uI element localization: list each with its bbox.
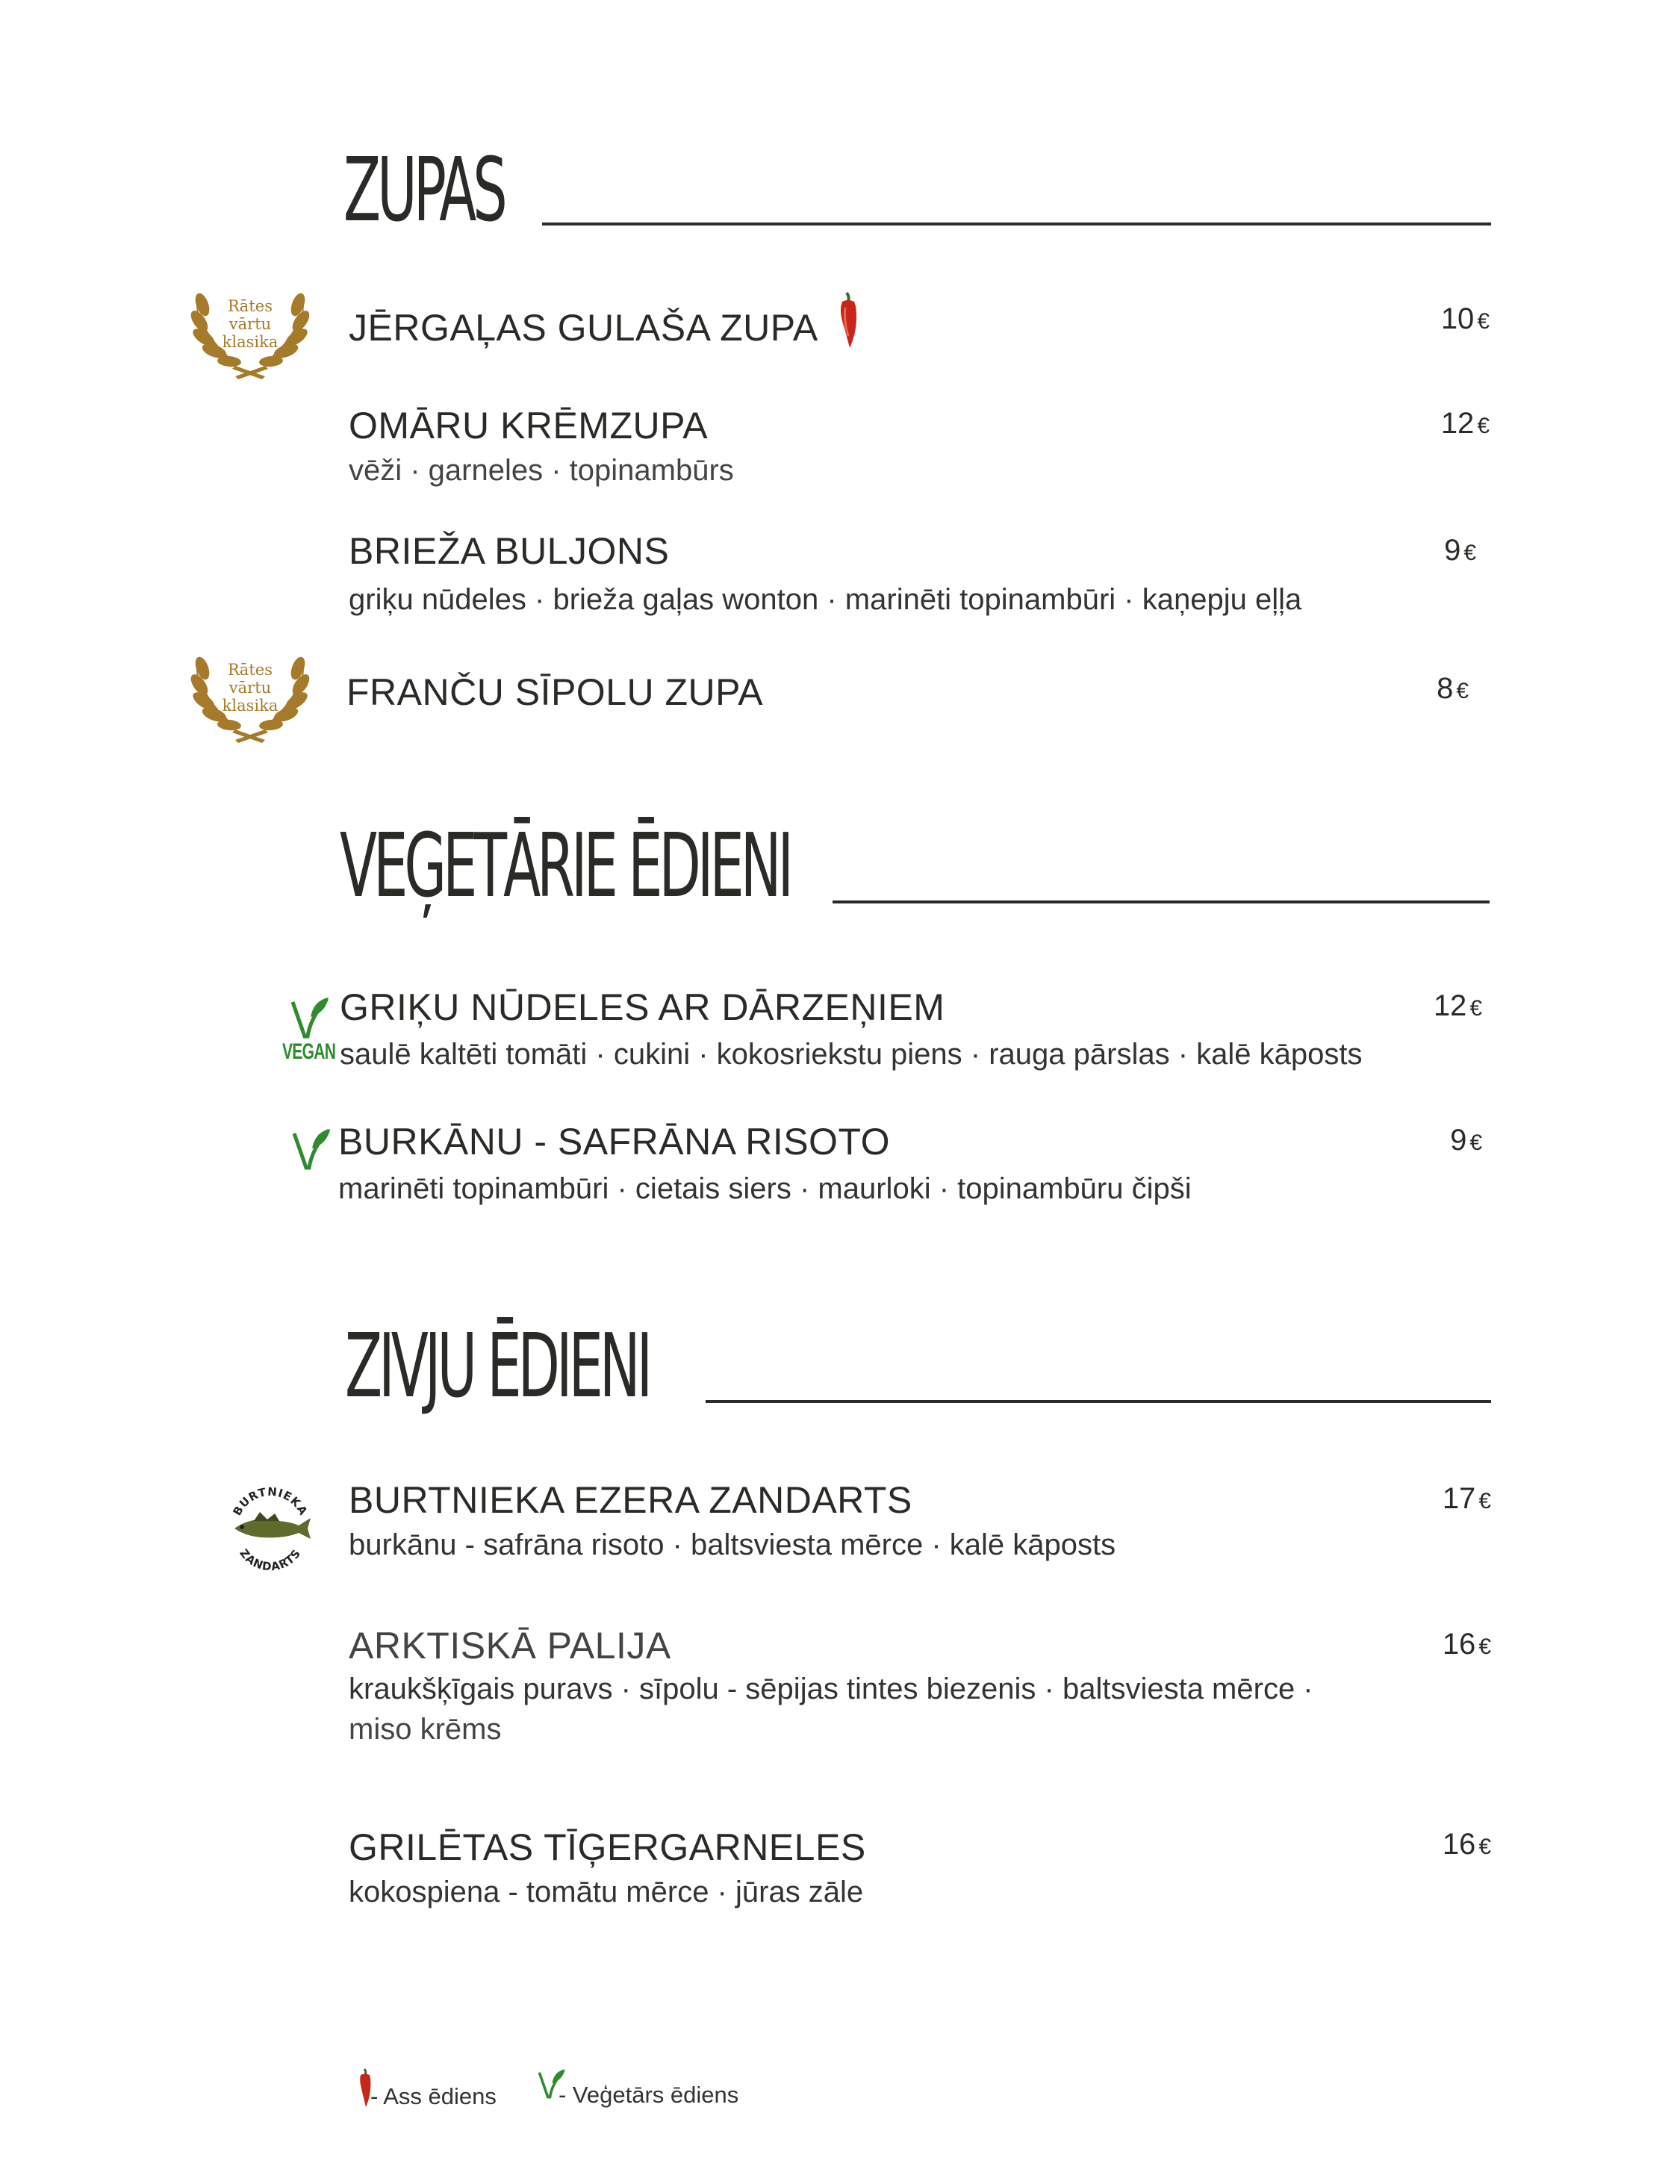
- menu-item-description-cont: miso krēms: [349, 1713, 502, 1746]
- section-divider: [706, 1400, 1491, 1403]
- menu-item-price: 10 €: [1440, 302, 1490, 335]
- section-title: ZUPAS: [343, 138, 504, 241]
- section-divider: [833, 900, 1490, 903]
- section-header-fish: [345, 1314, 836, 1417]
- menu-item-description: kraukšķīgais puravs · sīpolu - sēpijas tintes biezenis · baltsviesta mērce ·: [349, 1673, 1313, 1705]
- menu-item-price: 12 €: [1440, 407, 1490, 440]
- menu-item-description: saulē kaltēti tomāti · cukini · kokosriekstu piens · rauga pārslas · kalē kāposts: [340, 1038, 1363, 1071]
- svg-text:BURTNIEKA: [230, 1485, 310, 1518]
- menu-item-price: 12 €: [1433, 989, 1482, 1022]
- leaf-icon: [288, 995, 330, 1043]
- logo-top-text: BURTNIEKA: [230, 1484, 311, 1518]
- menu-item-description: griķu nūdeles · brieža gaļas wonton · marinēti topinambūri · kaņepju eļļa: [349, 583, 1302, 616]
- menu-item-description: vēži · garneles · topinambūrs: [349, 454, 734, 487]
- legend-spicy: - Ass ēdiens: [370, 2083, 497, 2109]
- section-title: ZIVJU ĒDIENI: [345, 1314, 650, 1417]
- menu-item-price: 8 €: [1437, 672, 1469, 705]
- menu-item-name: JĒRGAĻAS GULAŠA ZUPA: [349, 307, 818, 349]
- logo-bottom-text: ZANDARTS: [237, 1546, 304, 1574]
- menu-item-description: burkānu - safrāna risoto · baltsviesta mērce · kalē kāposts: [349, 1528, 1116, 1561]
- menu-item-name: BURKĀNU - SAFRĀNA RISOTO: [338, 1121, 890, 1163]
- laurel-badge-icon: [183, 638, 317, 743]
- menu-item-name: FRANČU SĪPOLU ZUPA: [346, 671, 764, 713]
- section-divider: [542, 223, 1491, 225]
- menu-item-price: 16 €: [1442, 1628, 1491, 1661]
- menu-item-price: 17 €: [1442, 1482, 1491, 1515]
- menu-item-name: GRIĶU NŪDELES AR DĀRZEŅIEM: [340, 986, 945, 1028]
- menu-item-price: 9 €: [1444, 534, 1476, 567]
- menu-item-price: 9 €: [1450, 1124, 1482, 1157]
- legend-vegetarian: - Veģetārs ēdiens: [559, 2082, 739, 2108]
- leaf-icon: [290, 1126, 332, 1175]
- section-header-vegetarian: [340, 814, 1066, 917]
- menu-item-name: OMĀRU KRĒMZUPA: [349, 405, 709, 447]
- chili-icon: [835, 291, 862, 355]
- menu-item-name: BURTNIEKA EZERA ZANDARTS: [349, 1479, 912, 1521]
- menu-item-name: GRILĒTAS TĪĢERGARNELES: [349, 1826, 866, 1868]
- menu-item-name: ARKTISKĀ PALIJA: [349, 1625, 671, 1667]
- badge-text: Rātes vārtu klasika: [222, 297, 279, 351]
- fish-logo-icon: [224, 1482, 317, 1575]
- menu-item-name: BRIEŽA BULJONS: [349, 530, 670, 572]
- menu-item-description: marinēti topinambūri · cietais siers · maurloki · topinambūru čipši: [338, 1172, 1192, 1205]
- section-title: VEĢETĀRIE ĒDIENI: [340, 814, 791, 917]
- menu-item-price: 16 €: [1442, 1828, 1491, 1861]
- svg-text:ZANDARTS: [237, 1546, 303, 1573]
- section-header-soups: [343, 138, 602, 241]
- laurel-badge-icon: [183, 275, 317, 379]
- vegan-tag: VEGAN: [282, 1039, 336, 1064]
- menu-item-description: kokospiena - tomātu mērce · jūras zāle: [349, 1876, 864, 1908]
- badge-text: Rātes vārtu klasika: [222, 661, 279, 715]
